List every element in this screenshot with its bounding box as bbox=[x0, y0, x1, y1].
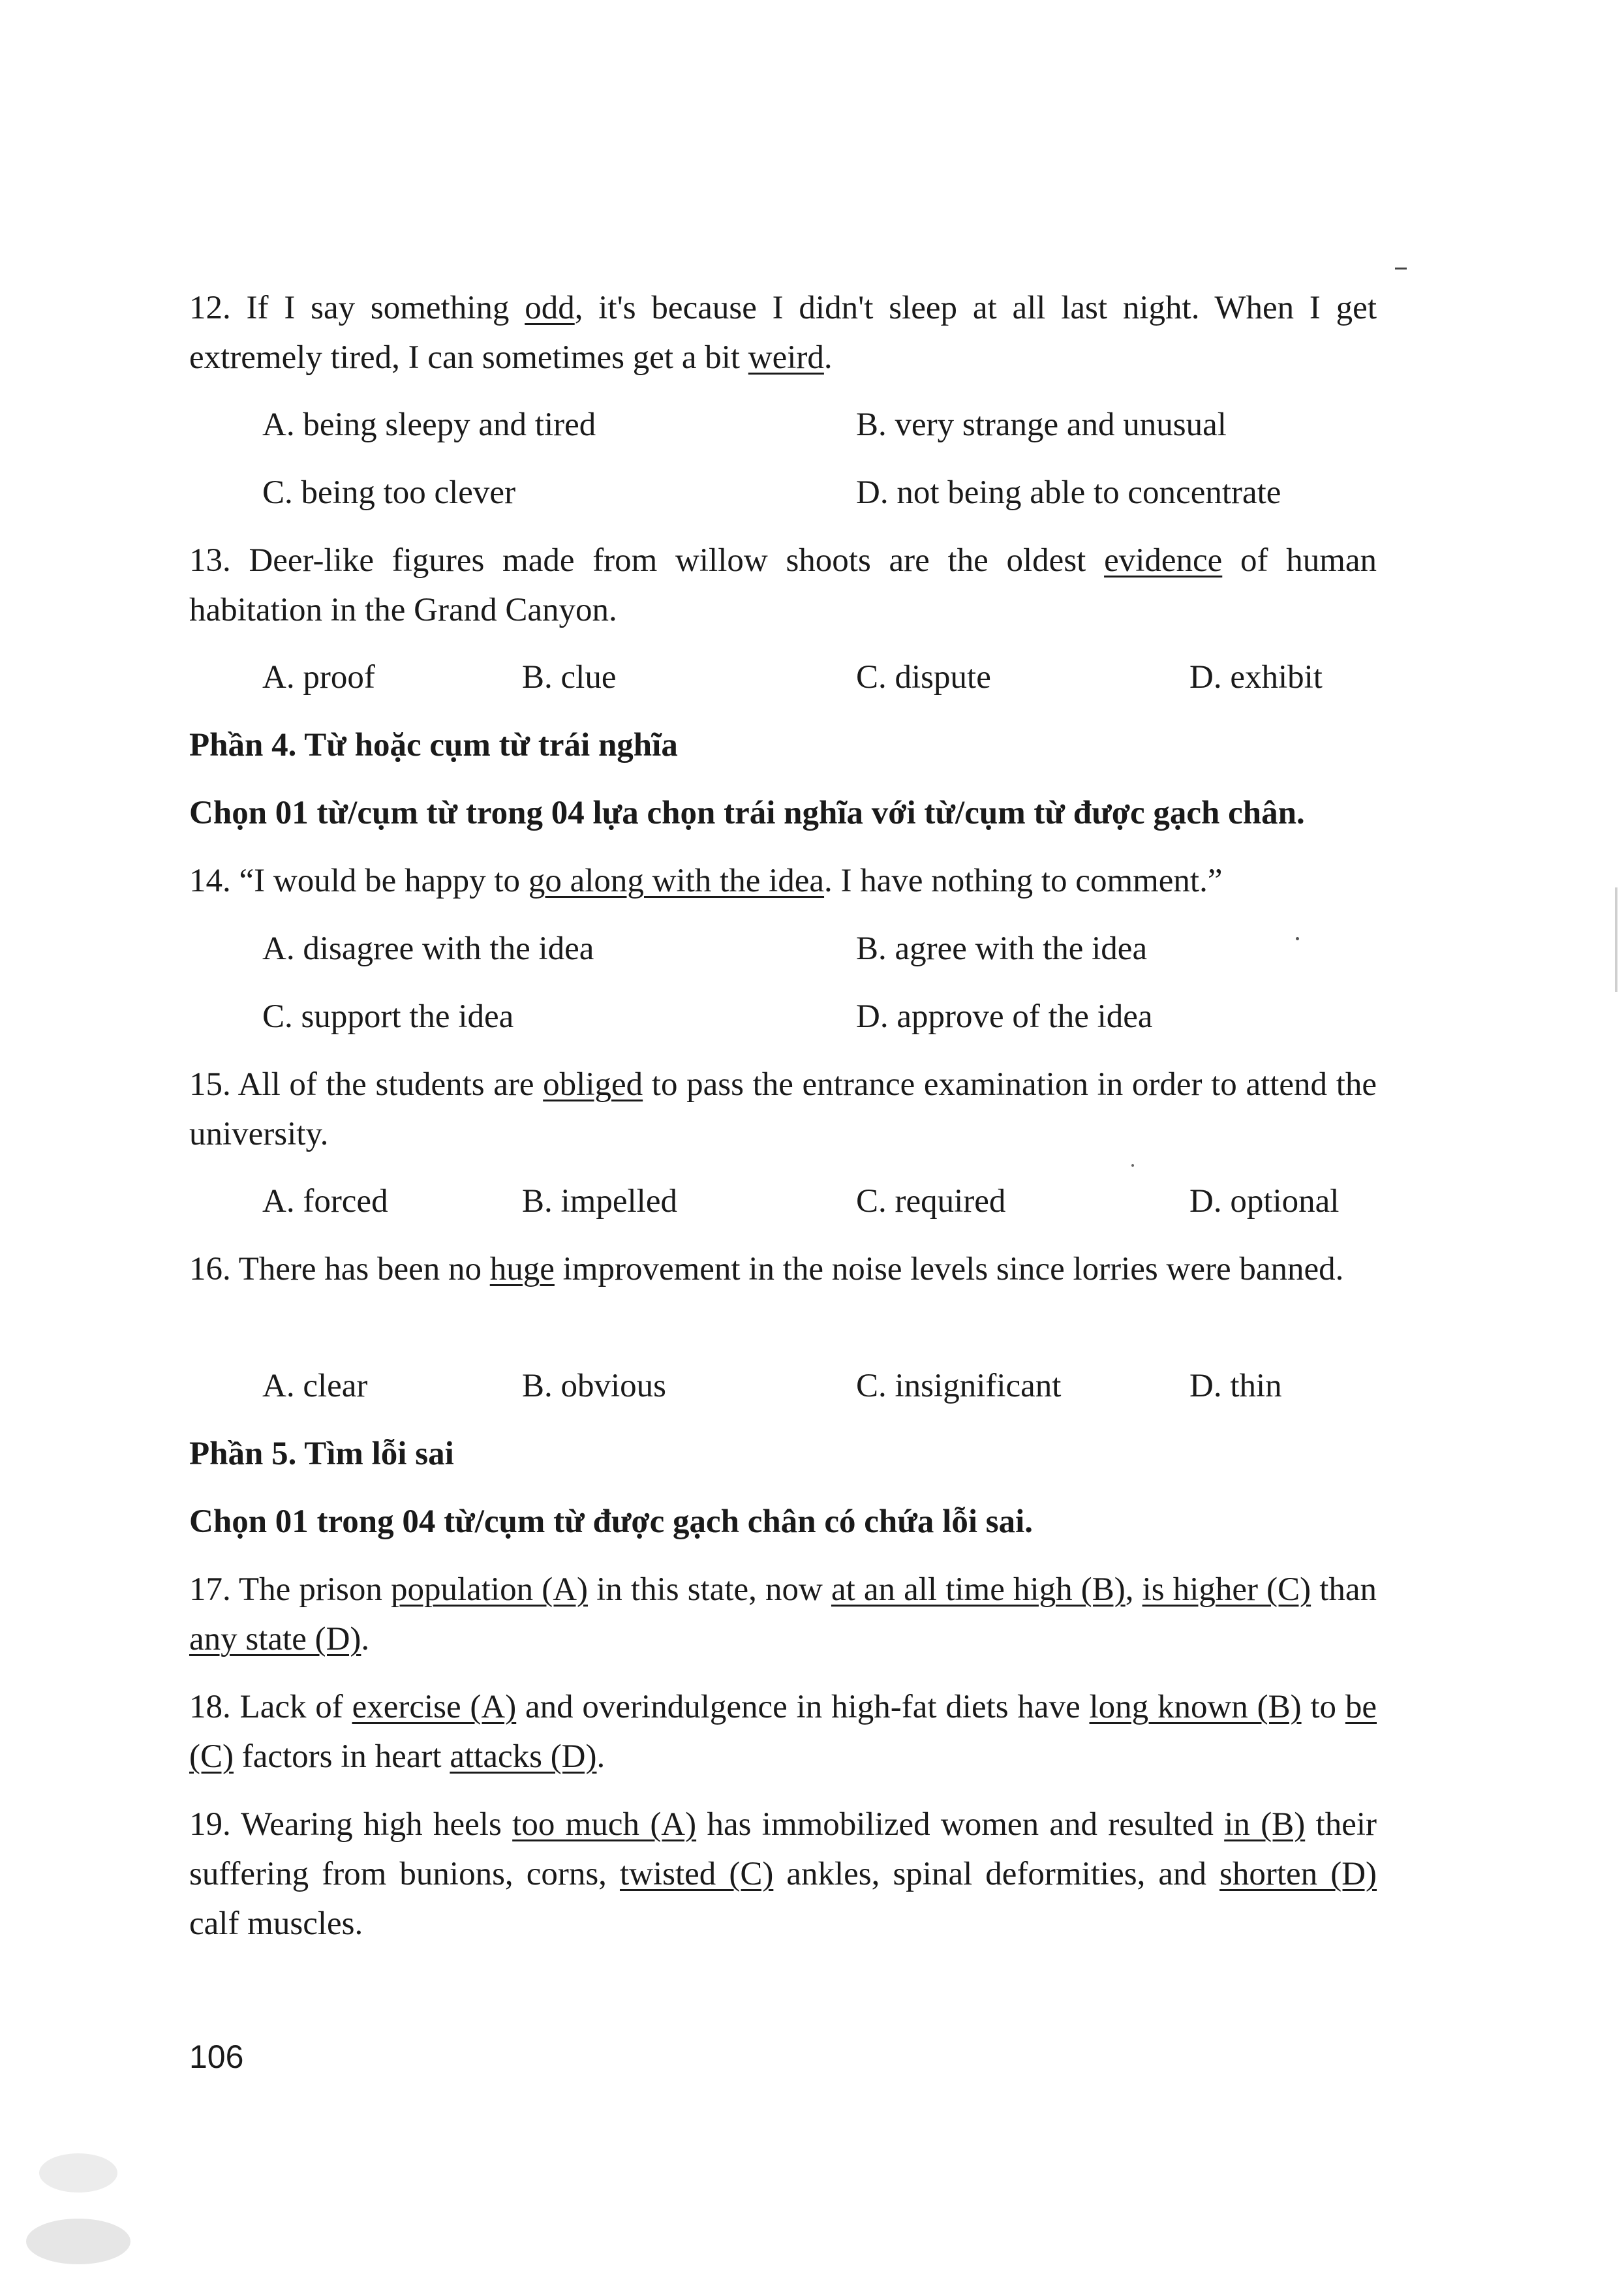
options-13 bbox=[189, 653, 1377, 702]
section-title-part4: Phần 4. Từ hoặc cụm từ trái nghĩa bbox=[189, 727, 678, 763]
question-17: 17. The prison population (A) in this state, now at an all time high (B), is higher (C) than any state (D). bbox=[189, 1571, 1377, 1657]
options-12-row2 bbox=[189, 468, 1377, 517]
underlined-word: huge bbox=[489, 1251, 555, 1287]
scan-dot bbox=[1131, 1164, 1134, 1167]
question-number: 16. bbox=[189, 1251, 231, 1287]
option-b[interactable]: B. impelled bbox=[522, 1183, 677, 1220]
error-option-a: population (A) bbox=[390, 1571, 589, 1608]
error-option-d: any state (D) bbox=[189, 1621, 361, 1657]
error-option-c: is higher (C) bbox=[1142, 1571, 1311, 1608]
scan-dot bbox=[1296, 937, 1299, 940]
error-option-a: too much (A) bbox=[512, 1806, 697, 1843]
error-option-d: attacks (D) bbox=[450, 1738, 597, 1775]
error-option-c: be (C) bbox=[189, 1689, 1377, 1775]
question-19: 19. Wearing high heels too much (A) has immobilized women and resulted in (B) their suffering from bunions, corns, twisted (C) ankles, spinal deformities, and shorten (D) calf muscles. bbox=[189, 1806, 1377, 1942]
option-c[interactable]: C. dispute bbox=[856, 659, 991, 696]
option-c[interactable]: C. support the idea bbox=[262, 998, 514, 1035]
scan-mark bbox=[1395, 268, 1407, 269]
option-d[interactable]: D. thin bbox=[1189, 1368, 1282, 1404]
question-number: 13. bbox=[189, 542, 231, 579]
scan-smudge bbox=[26, 2219, 130, 2264]
question-16: 16. There has been no huge improvement in the noise levels since lorries were banned. bbox=[189, 1251, 1344, 1287]
underlined-word: obliged bbox=[543, 1066, 643, 1103]
option-d[interactable]: D. exhibit bbox=[1189, 659, 1323, 696]
option-d[interactable]: D. not being able to concentrate bbox=[856, 474, 1281, 511]
page-number: 106 bbox=[189, 2039, 244, 2075]
options-15 bbox=[189, 1177, 1377, 1226]
question-14: 14. “I would be happy to go along with the idea. I have nothing to comment.” bbox=[189, 863, 1223, 899]
option-b[interactable]: B. obvious bbox=[522, 1368, 667, 1404]
question-number: 14. bbox=[189, 863, 231, 899]
option-c[interactable]: C. being too clever bbox=[262, 474, 516, 511]
options-14-row2 bbox=[189, 992, 1377, 1041]
option-c[interactable]: C. required bbox=[856, 1183, 1006, 1220]
question-number: 15. bbox=[189, 1066, 231, 1103]
question-12: 12. If I say something odd, it's because I didn't sleep at all last night. When I get extremely tired, I can sometimes get a bit weird. bbox=[189, 290, 1377, 376]
question-number: 19. bbox=[189, 1806, 231, 1843]
options-12-row1 bbox=[189, 400, 1377, 450]
error-option-a: exercise (A) bbox=[352, 1689, 517, 1725]
section-instruction-part5: Chọn 01 trong 04 từ/cụm từ được gạch chân có chứa lỗi sai. bbox=[189, 1503, 1034, 1540]
error-option-b: long known (B) bbox=[1089, 1689, 1302, 1725]
underlined-phrase: go along with the idea bbox=[528, 863, 825, 899]
option-a[interactable]: A. proof bbox=[262, 659, 375, 696]
error-option-c: twisted (C) bbox=[619, 1856, 774, 1892]
options-16 bbox=[189, 1361, 1377, 1411]
error-option-b: in (B) bbox=[1224, 1806, 1306, 1843]
question-13: 13. Deer-like figures made from willow shoots are the oldest evidence of human habitation in the Grand Canyon. bbox=[189, 542, 1377, 628]
error-option-b: at an all time high (B) bbox=[831, 1571, 1126, 1608]
scan-smudge bbox=[39, 2153, 117, 2193]
option-a[interactable]: A. forced bbox=[262, 1183, 388, 1220]
option-a[interactable]: A. being sleepy and tired bbox=[262, 407, 596, 443]
option-a[interactable]: A. clear bbox=[262, 1368, 368, 1404]
option-d[interactable]: D. approve of the idea bbox=[856, 998, 1153, 1035]
underlined-word: evidence bbox=[1104, 542, 1223, 579]
option-c[interactable]: C. insignificant bbox=[856, 1368, 1062, 1404]
question-number: 18. bbox=[189, 1689, 231, 1725]
section-title-part5: Phần 5. Tìm lỗi sai bbox=[189, 1436, 454, 1472]
question-number: 12. bbox=[189, 290, 231, 326]
underlined-word: odd bbox=[525, 290, 575, 326]
question-15: 15. All of the students are obliged to pass the entrance examination in order to attend the university. bbox=[189, 1066, 1377, 1152]
option-b[interactable]: B. very strange and unusual bbox=[856, 407, 1227, 443]
scan-edge-mark bbox=[1615, 887, 1617, 992]
section-instruction-part4: Chọn 01 từ/cụm từ trong 04 lựa chọn trái nghĩa với từ/cụm từ được gạch chân. bbox=[189, 795, 1305, 831]
question-18: 18. Lack of exercise (A) and overindulgence in high-fat diets have long known (B) to be (C) factors in heart attacks (D). bbox=[189, 1689, 1377, 1775]
error-option-d: shorten (D) bbox=[1219, 1856, 1377, 1892]
option-b[interactable]: B. clue bbox=[522, 659, 617, 696]
option-a[interactable]: A. disagree with the idea bbox=[262, 931, 594, 967]
option-d[interactable]: D. optional bbox=[1189, 1183, 1340, 1220]
question-number: 17. bbox=[189, 1571, 231, 1608]
underlined-word: weird bbox=[748, 339, 824, 376]
options-14-row1 bbox=[189, 924, 1377, 974]
option-b[interactable]: B. agree with the idea bbox=[856, 931, 1148, 967]
